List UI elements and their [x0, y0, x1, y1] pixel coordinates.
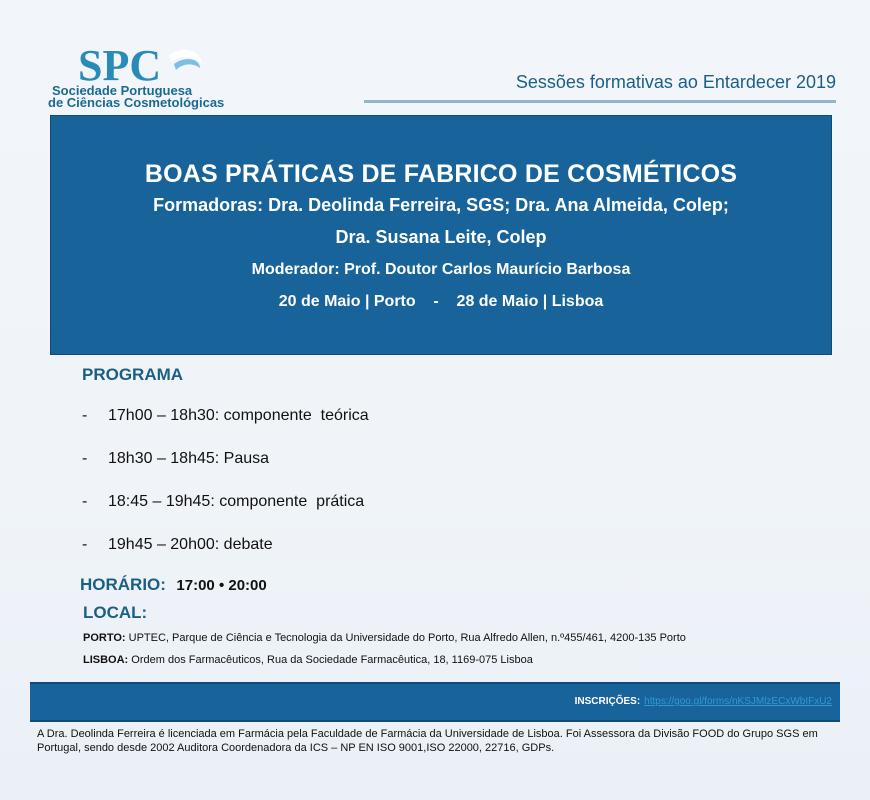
registration-bar	[30, 682, 840, 722]
list-bullet: -	[82, 493, 88, 510]
local-heading: LOCAL:	[83, 603, 148, 622]
programa-item	[82, 450, 269, 468]
list-bullet: -	[82, 407, 88, 424]
address-lisboa-text: Ordem dos Farmacêuticos, Rua da Sociedade Farmacêutica, 18, 1169-075 Lisboa	[131, 654, 533, 666]
series-title: Sessões formativas ao Entardecer 2019	[515, 72, 836, 92]
address-porto	[83, 632, 686, 644]
horario-label: HORÁRIO:	[80, 575, 166, 594]
logo-letters: SPC	[78, 41, 162, 86]
horario-value: 17:00 • 20:00	[176, 577, 267, 594]
address-lisboa-label: LISBOA:	[83, 654, 129, 666]
programa-heading: PROGRAMA	[82, 365, 184, 384]
wave-accent-icon	[174, 59, 200, 70]
programa-item	[82, 493, 364, 511]
registration	[575, 696, 832, 707]
event-dates: 20 de Maio | Porto - 28 de Maio | Lisboa	[278, 293, 604, 310]
list-bullet: -	[82, 536, 88, 553]
programa-item-text: 18:45 – 19h45: componente prática	[108, 493, 365, 510]
moderator: Moderador: Prof. Doutor Carlos Maurício Barbosa	[251, 261, 631, 278]
address-porto-text: UPTEC, Parque de Ciência e Tecnologia da Universidade do Porto, Rua Alfredo Allen, n.º455/461, 4200-135 Porto	[128, 632, 686, 644]
programa-item-text: 18h30 – 18h45: Pausa	[108, 450, 270, 467]
list-bullet: -	[82, 450, 88, 467]
event-title: BOAS PRÁTICAS DE FABRICO DE COSMÉTICOS	[144, 160, 738, 188]
registration-label: INSCRIÇÕES:	[574, 696, 641, 707]
programa-item	[82, 536, 273, 554]
trainers-line-1: Formadoras: Dra. Deolinda Ferreira, SGS; Dra. Ana Almeida, Colep;	[153, 195, 729, 215]
trainer-bio: A Dra. Deolinda Ferreira é licenciada em Farmácia pela Faculdade de Farmácia da Universidade de Lisboa. Foi Assessora da Divisão FOOD do Grupo SGS em Portugal, sendo desde 2002 Auditora Coordenadora da ICS – NP EN ISO 9001,ISO 22000, 22716, GDPs.	[37, 728, 818, 754]
address-porto-label: PORTO:	[83, 632, 126, 644]
spc-logo	[48, 40, 248, 112]
horario	[80, 575, 267, 595]
logo-name-line2: de Ciências Cosmetológicas	[48, 95, 225, 110]
header-divider	[364, 100, 836, 103]
event-banner	[50, 115, 832, 355]
programa-item	[82, 407, 369, 425]
trainers-line-2: Dra. Susana Leite, Colep	[335, 227, 547, 247]
address-lisboa	[83, 654, 533, 666]
logo-name-line1: Sociedade Portuguesa	[52, 83, 193, 98]
programa-item-text: 17h00 – 18h30: componente teórica	[108, 407, 369, 424]
registration-link[interactable]: https://goo.gl/forms/nKSJMlzECxWbIFxU2	[644, 696, 832, 707]
spc-logo-mark	[76, 40, 226, 86]
programa-item-text: 19h45 – 20h00: debate	[108, 536, 273, 553]
